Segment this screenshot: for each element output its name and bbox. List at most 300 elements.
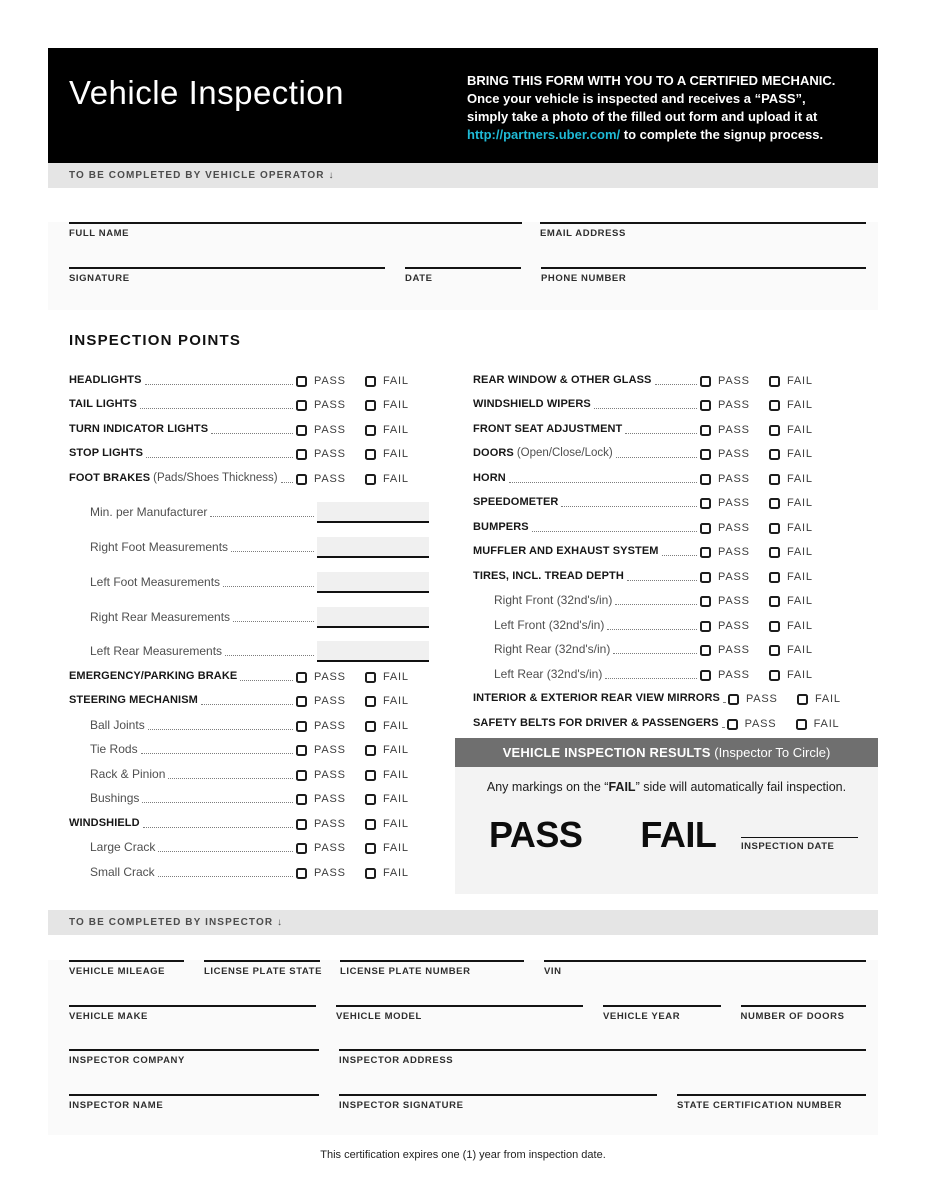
pass-checkbox[interactable]: [296, 794, 307, 805]
inspection-point-row: [473, 513, 833, 538]
inspector-name-write-line: [69, 1094, 319, 1096]
inspection-points: [69, 366, 878, 894]
inspection-date-field[interactable]: [741, 822, 858, 852]
results-header-title: VEHICLE INSPECTION RESULTS: [502, 744, 711, 760]
pass-label: PASS: [718, 644, 750, 656]
results-options-row: [455, 813, 878, 855]
inspection-point-row: [69, 711, 429, 736]
fail-checkbox[interactable]: [365, 868, 376, 879]
pass-label: PASS: [314, 719, 346, 732]
fail-label: FAIL: [787, 399, 813, 411]
pass-label: PASS: [718, 423, 750, 436]
fail-cell: [769, 399, 833, 411]
vehicle-make-field[interactable]: [69, 1005, 316, 1022]
inspector-company-label: INSPECTOR COMPANY: [69, 1054, 185, 1066]
dotted-leader: [240, 680, 293, 681]
fail-label: FAIL: [787, 423, 813, 436]
inspection-point-row: [69, 736, 429, 761]
operator-section-bar: TO BE COMPLETED BY VEHICLE OPERATOR ↓: [48, 163, 878, 188]
inspector-company-field[interactable]: [69, 1049, 319, 1066]
fail-cell: [365, 695, 429, 707]
fail-checkbox[interactable]: [365, 400, 376, 411]
inspection-point-label: STOP LIGHTS: [69, 447, 144, 459]
vehicle-make-write-line: [69, 1005, 316, 1007]
inspection-point-row: [473, 685, 841, 710]
inspection-point-row: [473, 440, 833, 465]
fail-checkbox[interactable]: [796, 719, 807, 730]
pass-checkbox[interactable]: [700, 645, 711, 656]
pass-checkbox[interactable]: [700, 572, 711, 583]
dotted-leader: [141, 753, 293, 754]
pass-checkbox[interactable]: [296, 672, 307, 683]
dotted-leader: [233, 621, 314, 622]
pass-checkbox[interactable]: [296, 868, 307, 879]
number-of-doors-field[interactable]: [741, 1005, 866, 1022]
results-header-note: (Inspector To Circle): [710, 744, 831, 760]
pass-checkbox[interactable]: [700, 425, 711, 436]
inspection-point-label: DOORS (Open/Close/Lock): [473, 447, 613, 459]
vehicle-model-write-line: [336, 1005, 583, 1007]
fail-label: FAIL: [787, 668, 813, 681]
signature-write-line: [69, 267, 385, 269]
fail-label: FAIL: [383, 817, 409, 830]
fail-checkbox[interactable]: [365, 449, 376, 460]
phone-field[interactable]: [541, 267, 866, 284]
inspection-date-write-line: [741, 822, 858, 838]
inspector-address-field[interactable]: [339, 1049, 866, 1066]
header-notice: [467, 72, 845, 163]
fail-label: FAIL: [383, 744, 409, 757]
dotted-leader: [627, 580, 697, 581]
state-certification-number-label: STATE CERTIFICATION NUMBER: [677, 1099, 842, 1111]
inspection-point-row: [473, 538, 833, 563]
fail-checkbox[interactable]: [769, 474, 780, 485]
dotted-leader: [211, 433, 293, 434]
pass-checkbox[interactable]: [296, 449, 307, 460]
inspection-point-label: BUMPERS: [473, 520, 529, 533]
pass-label: PASS: [314, 744, 346, 757]
fail-checkbox[interactable]: [769, 425, 780, 436]
fail-cell: [769, 473, 833, 485]
dotted-leader: [607, 629, 697, 630]
inspector-address-write-line: [339, 1049, 866, 1051]
pass-cell: [700, 669, 769, 681]
pass-checkbox[interactable]: [700, 547, 711, 558]
inspection-point-label: Right Front (32nd's/in): [494, 593, 613, 607]
pass-label: PASS: [314, 793, 346, 806]
pass-label: PASS: [314, 817, 346, 830]
inspection-point-row: [69, 809, 429, 834]
dotted-leader: [225, 655, 314, 656]
dotted-leader: [201, 704, 293, 705]
inspection-point-label: Left Rear (32nd's/in): [494, 666, 603, 681]
section-gap: [48, 894, 878, 910]
inspection-point-label: Rack & Pinion: [90, 766, 166, 781]
fail-checkbox[interactable]: [769, 621, 780, 632]
measurement-input[interactable]: [317, 537, 429, 558]
inspection-point-label: Small Crack: [90, 864, 155, 879]
inspection-point-row: [69, 687, 429, 712]
operator-section: [48, 222, 878, 310]
pass-cell: [700, 473, 769, 485]
pass-label: PASS: [718, 472, 750, 485]
fail-checkbox[interactable]: [365, 672, 376, 683]
fail-cell: [796, 718, 860, 730]
license-plate-number-field[interactable]: [340, 960, 524, 977]
inspection-point-row: [473, 660, 833, 685]
pass-label: PASS: [718, 448, 750, 460]
fail-checkbox[interactable]: [365, 794, 376, 805]
dotted-leader: [146, 457, 293, 458]
fail-label: FAIL: [383, 670, 409, 683]
inspection-point-row: [473, 636, 833, 661]
fail-checkbox[interactable]: [365, 843, 376, 854]
inspection-point-row: [69, 558, 429, 593]
results-note-pre: Any markings on the “: [486, 779, 609, 794]
fail-label: FAIL: [383, 374, 409, 387]
fail-checkbox[interactable]: [365, 474, 376, 485]
dotted-leader: [231, 551, 314, 552]
pass-cell: [296, 793, 365, 805]
pass-checkbox[interactable]: [296, 770, 307, 781]
dotted-leader: [281, 482, 293, 483]
fail-cell: [769, 522, 833, 534]
fail-label: FAIL: [814, 693, 841, 705]
fail-cell: [769, 497, 833, 509]
fail-checkbox[interactable]: [769, 670, 780, 681]
fail-checkbox[interactable]: [769, 523, 780, 534]
vehicle-year-write-line: [603, 1005, 721, 1007]
pass-checkbox[interactable]: [700, 449, 711, 460]
results-body: [455, 767, 878, 894]
pass-label: PASS: [718, 497, 750, 509]
inspection-date-label: INSPECTION DATE: [741, 840, 835, 852]
inspection-point-label: FOOT BRAKES (Pads/Shoes Thickness): [69, 471, 278, 484]
pass-label: PASS: [314, 768, 346, 781]
dotted-leader: [210, 516, 314, 517]
fail-checkbox[interactable]: [365, 770, 376, 781]
inspection-point-label: WINDSHIELD WIPERS: [473, 398, 591, 410]
pass-label: PASS: [718, 570, 750, 583]
inspection-point-row: [69, 760, 429, 785]
date-label: DATE: [405, 273, 433, 284]
pass-checkbox[interactable]: [700, 523, 711, 534]
dotted-leader: [662, 555, 697, 556]
results-note: [455, 767, 878, 794]
vehicle-year-field[interactable]: [603, 1005, 721, 1022]
dotted-leader: [142, 802, 293, 803]
date-field[interactable]: [405, 267, 521, 284]
result-pass-option[interactable]: PASS: [489, 813, 583, 855]
pass-label: PASS: [744, 717, 777, 730]
results-box: [455, 738, 878, 894]
pass-cell: [700, 546, 769, 558]
inspector-signature-field[interactable]: [339, 1094, 657, 1111]
fail-checkbox[interactable]: [365, 425, 376, 436]
pass-checkbox[interactable]: [296, 474, 307, 485]
pass-checkbox[interactable]: [728, 694, 739, 705]
vin-field[interactable]: [544, 960, 866, 977]
fail-cell: [365, 473, 429, 485]
inspector-signature-write-line: [339, 1094, 657, 1096]
pass-label: PASS: [314, 374, 346, 387]
fail-cell: [769, 375, 833, 387]
inspection-point-row: [473, 489, 833, 514]
inspection-point-row: [69, 523, 429, 558]
vehicle-mileage-field[interactable]: [69, 960, 184, 977]
fail-label: FAIL: [383, 448, 409, 460]
pass-label: PASS: [745, 693, 778, 705]
inspection-point-label: SPEEDOMETER: [473, 496, 559, 508]
inspection-point-label: Right Foot Measurements: [90, 540, 229, 555]
inspection-point-row: [69, 489, 429, 524]
pass-cell: [296, 867, 365, 879]
vin-write-line: [544, 960, 866, 962]
pass-checkbox[interactable]: [296, 400, 307, 411]
inspection-point-label: Ball Joints: [90, 717, 145, 732]
pass-checkbox[interactable]: [700, 400, 711, 411]
fail-label: FAIL: [787, 521, 813, 534]
phone-write-line: [541, 267, 866, 269]
pass-cell: [296, 399, 365, 411]
fail-label: FAIL: [787, 374, 813, 387]
inspection-point-row: [69, 391, 429, 416]
measurement-input[interactable]: [317, 607, 429, 628]
pass-label: PASS: [718, 546, 750, 558]
pass-checkbox[interactable]: [700, 376, 711, 387]
fail-cell: [365, 867, 429, 879]
dotted-leader: [509, 482, 697, 483]
results-note-fail-term: FAIL: [608, 779, 636, 794]
inspection-point-row: [473, 709, 840, 734]
inspection-point-row: [69, 858, 429, 883]
email-field[interactable]: [540, 222, 866, 239]
measurement-input[interactable]: [317, 502, 429, 523]
fail-cell: [769, 546, 833, 558]
inspection-point-label: Min. per Manufacturer: [90, 505, 208, 520]
pass-label: PASS: [718, 521, 750, 534]
email-write-line: [540, 222, 866, 224]
fail-checkbox[interactable]: [769, 547, 780, 558]
inspection-point-label: FRONT SEAT ADJUSTMENT: [473, 422, 623, 435]
inspection-point-label: HEADLIGHTS: [69, 373, 142, 386]
pass-cell: [296, 671, 365, 683]
fail-label: FAIL: [383, 793, 409, 806]
partners-uber-link[interactable]: http://partners.uber.com/: [467, 127, 621, 142]
dotted-leader: [616, 457, 697, 458]
fail-checkbox[interactable]: [365, 696, 376, 707]
signature-field[interactable]: [69, 267, 385, 284]
full-name-write-line: [69, 222, 522, 224]
fail-label: FAIL: [383, 719, 409, 732]
vehicle-model-field[interactable]: [336, 1005, 583, 1022]
fail-cell: [365, 671, 429, 683]
inspection-point-label: SAFETY BELTS FOR DRIVER & PASSENGERS: [473, 716, 719, 729]
dotted-leader: [223, 586, 314, 587]
pass-checkbox[interactable]: [296, 696, 307, 707]
fail-label: FAIL: [383, 768, 409, 781]
state-certification-number-field[interactable]: [677, 1094, 866, 1111]
inspector-address-label: INSPECTOR ADDRESS: [339, 1054, 454, 1066]
pass-checkbox[interactable]: [727, 719, 738, 730]
vin-label: VIN: [544, 965, 562, 977]
pass-checkbox[interactable]: [296, 745, 307, 756]
form-header: [48, 48, 878, 163]
pass-checkbox[interactable]: [700, 474, 711, 485]
dotted-leader: [615, 604, 697, 605]
pass-checkbox[interactable]: [296, 376, 307, 387]
pass-label: PASS: [314, 842, 346, 855]
inspection-point-label: Tie Rods: [90, 742, 138, 757]
vehicle-mileage-write-line: [69, 960, 184, 962]
inspection-point-row: [473, 415, 833, 440]
pass-cell: [296, 473, 365, 485]
fail-cell: [769, 571, 833, 583]
inspection-point-row: [69, 593, 429, 628]
fail-checkbox[interactable]: [769, 449, 780, 460]
inspection-point-label: Right Rear (32nd's/in): [494, 642, 611, 656]
inspection-point-row: [473, 562, 833, 587]
measurement-input[interactable]: [317, 641, 429, 662]
vehicle-make-label: VEHICLE MAKE: [69, 1010, 148, 1022]
fail-label: FAIL: [787, 448, 813, 460]
fail-checkbox[interactable]: [769, 376, 780, 387]
fail-checkbox[interactable]: [365, 745, 376, 756]
pass-label: PASS: [314, 423, 346, 436]
license-plate-number-write-line: [340, 960, 524, 962]
full-name-field[interactable]: [69, 222, 522, 239]
pass-checkbox[interactable]: [700, 670, 711, 681]
inspector-name-field[interactable]: [69, 1094, 319, 1111]
pass-label: PASS: [718, 374, 750, 387]
pass-cell: [700, 424, 769, 436]
fail-cell: [769, 424, 833, 436]
inspection-point-row: [69, 628, 429, 663]
measurement-input[interactable]: [317, 572, 429, 593]
pass-label: PASS: [314, 472, 346, 485]
fail-checkbox[interactable]: [365, 721, 376, 732]
pass-checkbox[interactable]: [296, 819, 307, 830]
notice-pass-term: “PASS”: [754, 91, 803, 106]
pass-checkbox[interactable]: [700, 498, 711, 509]
inspection-point-label: Bushings: [90, 791, 140, 806]
fail-checkbox[interactable]: [769, 572, 780, 583]
inspection-points-title: INSPECTION POINTS: [69, 332, 242, 349]
pass-cell: [296, 375, 365, 387]
fail-cell: [365, 448, 429, 460]
fail-cell: [769, 448, 833, 460]
dotted-leader: [625, 433, 697, 434]
inspection-point-row: [473, 366, 833, 391]
pass-checkbox[interactable]: [296, 425, 307, 436]
fail-cell: [797, 693, 861, 705]
inspector-company-write-line: [69, 1049, 319, 1051]
form-sheet: [48, 48, 878, 1161]
pass-cell: [296, 695, 365, 707]
fail-cell: [365, 793, 429, 805]
dotted-leader: [140, 408, 293, 409]
inspector-section-bar: TO BE COMPLETED BY INSPECTOR ↓: [48, 910, 878, 935]
pass-cell: [700, 399, 769, 411]
inspection-point-label: TAIL LIGHTS: [69, 398, 137, 410]
inspection-point-label: TIRES, INCL. TREAD DEPTH: [473, 569, 624, 582]
number-of-doors-write-line: [741, 1005, 866, 1007]
fail-cell: [365, 744, 429, 756]
pass-label: PASS: [718, 668, 750, 681]
vehicle-year-label: VEHICLE YEAR: [602, 1010, 681, 1022]
fail-label: FAIL: [787, 497, 813, 509]
date-write-line: [405, 267, 521, 269]
pass-cell: [296, 769, 365, 781]
inspection-point-row: [473, 464, 833, 489]
fail-checkbox[interactable]: [365, 819, 376, 830]
notice-body-pre: Once your vehicle is inspected and receives a: [467, 91, 755, 106]
pass-cell: [700, 571, 769, 583]
inspection-point-row: [69, 785, 429, 810]
state-certification-number-write-line: [677, 1094, 866, 1096]
fail-cell: [769, 644, 833, 656]
pass-cell: [296, 448, 365, 460]
pass-label: PASS: [314, 670, 346, 683]
pass-checkbox[interactable]: [700, 621, 711, 632]
pass-cell: [700, 497, 769, 509]
dotted-leader: [158, 851, 293, 852]
fail-label: FAIL: [383, 866, 409, 879]
fail-cell: [365, 720, 429, 732]
pass-cell: [700, 448, 769, 460]
result-fail-option[interactable]: FAIL: [640, 813, 717, 855]
pass-cell: [700, 522, 769, 534]
fail-label: FAIL: [383, 842, 409, 855]
fail-label: FAIL: [787, 619, 813, 632]
fail-checkbox[interactable]: [769, 400, 780, 411]
fail-checkbox[interactable]: [797, 694, 808, 705]
inspection-point-label: MUFFLER AND EXHAUST SYSTEM: [473, 545, 659, 557]
fail-cell: [769, 595, 833, 607]
fail-checkbox[interactable]: [769, 498, 780, 509]
dotted-leader: [168, 778, 293, 779]
fail-cell: [365, 399, 429, 411]
inspector-section: [48, 960, 878, 1135]
inspection-point-row: [69, 464, 429, 489]
inspection-point-label: WINDSHIELD: [69, 816, 140, 829]
fail-checkbox[interactable]: [769, 596, 780, 607]
inspection-right-column: [455, 366, 878, 894]
inspection-point-label: TURN INDICATOR LIGHTS: [69, 422, 209, 435]
email-label: EMAIL ADDRESS: [540, 228, 626, 239]
inspection-point-row: [473, 587, 833, 612]
fail-cell: [769, 620, 833, 632]
pass-cell: [700, 644, 769, 656]
results-note-post: ” side will automatically fail inspection.: [635, 779, 847, 794]
pass-checkbox[interactable]: [296, 843, 307, 854]
pass-checkbox[interactable]: [700, 596, 711, 607]
page-title: Vehicle Inspection: [69, 74, 345, 111]
pass-label: PASS: [718, 595, 750, 607]
vehicle-model-label: VEHICLE MODEL: [335, 1010, 422, 1022]
license-plate-state-field[interactable]: [204, 960, 323, 977]
pass-checkbox[interactable]: [296, 721, 307, 732]
inspector-signature-label: INSPECTOR SIGNATURE: [339, 1099, 464, 1111]
notice-headline: BRING THIS FORM WITH YOU TO A CERTIFIED MECHANIC.: [467, 73, 836, 88]
fail-label: FAIL: [383, 472, 409, 485]
fail-checkbox[interactable]: [365, 376, 376, 387]
dotted-leader: [723, 702, 725, 703]
pass-label: PASS: [314, 866, 346, 879]
inspection-point-label: REAR WINDOW & OTHER GLASS: [473, 373, 652, 386]
fail-checkbox[interactable]: [769, 645, 780, 656]
dotted-leader: [143, 827, 293, 828]
